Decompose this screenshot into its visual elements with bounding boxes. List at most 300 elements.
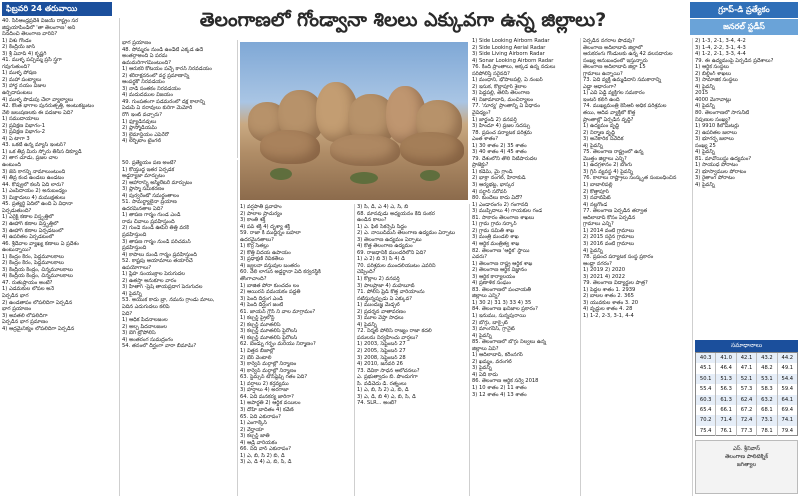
question-line: 51. సామర్థ్యాలైనా ప్రయాణ: [122, 199, 177, 206]
answer-cell: 59.4: [781, 386, 794, 393]
question-line: 4) ఆర్థిక మంత్రిత్వ శాఖ: [472, 240, 520, 247]
question-line: 3) దోహ్ బాదితం 4) కవేణ్: [240, 406, 294, 413]
question-line: 4) ఏదీ కాదు: [472, 371, 498, 378]
answer-cell: 58.3: [757, 384, 777, 394]
question-line: 3) మాంగనీస్, గ్రానైట్: [472, 326, 515, 333]
question-line: 77. తెలంగాణ ఏర్పడిన తర్వాత: [583, 208, 648, 215]
question-line: 1) బాజిత పోరా కుంచదం లం: [240, 282, 300, 289]
question-line: 1) ఆధిక పీదనాలజంల: [122, 317, 168, 324]
answers-table: [695, 352, 798, 436]
answer-cell: 74.1: [781, 417, 794, 424]
question-line: 1) ఆదిలాబాద్, కరీంనగర్: [472, 352, 523, 359]
question-line: 86. తెలంగాణ ఆర్థిక సర్వే 2018: [472, 378, 539, 385]
question-line: 78. ప్రపంచ పర్యాటక సంస్థ ప్రకారం: [583, 254, 654, 261]
question-line: 2) ప్రవిక్షణ విభాగం-1: [2, 122, 46, 129]
question-line: తెలంగాణ అదిలాబాద్ జిల్లా 15: [583, 64, 646, 71]
question-line: 79. తెలంగాణ విద్యార్థుల పాత్ర?: [583, 280, 648, 287]
question-line: 1) ఆరుకరి కోటయం పచ్చే కారన్ నిరవడయం: [122, 66, 212, 73]
answer-cell: 70.2: [696, 415, 716, 425]
question-line: 1) 2003, సెప్టెంబర్ 27: [357, 341, 406, 348]
question-column-b: [120, 40, 238, 158]
question-line: 3) Side Living Airborn Radar: [472, 51, 545, 58]
question-line: 1) మంధాని, భోపాలపల్లి, ఏ నంబర్: [472, 77, 543, 84]
answer-cell: 61.3: [716, 395, 736, 405]
answer-cell: 75.4: [696, 426, 716, 436]
question-line: 3) 1-4, 2-2, 3-1, 4-3: [695, 44, 746, 51]
question-line: ఏర్పడిన భాగ: [2, 292, 29, 299]
question-line: 1) కొల్లాల 2) వనపర్తి: [357, 276, 400, 283]
question-line: 3) ప్రధాక్షణి రేవికతేలు: [240, 256, 284, 263]
question-line: 49. గుంపతంగా పడమరంలో దక్ష కాలాన్ని: [122, 98, 206, 105]
question-line: సి. వడిచెదు డి. రత్నంలు: [357, 380, 407, 387]
question-line: 1) సముదాయాలు: [2, 116, 40, 123]
question-line: ఉమమరిగాగమింటుంది?: [122, 59, 171, 66]
question-line: 2) ఉపరితల జలాలు: [695, 129, 737, 136]
question-line: 4) పైవన్నీ: [695, 83, 715, 90]
question-line: 3) 12 శాతం 4) 13 శాతం: [472, 391, 527, 398]
question-line: 64. ఏది మనకర్య జారిగా?: [240, 393, 294, 400]
question-line: 4) పైవన్నీ: [472, 332, 492, 339]
question-line: 1) ఎ, బి, సి 2) ఎ, బి, డి: [357, 387, 409, 394]
question-line: ఎ. ప్రభుత్వాదం బి. పొందుగగా: [357, 374, 418, 381]
question-line: 1) ఫ్యూడినవులు: [122, 118, 157, 125]
question-line: గవుగుతుంది?: [2, 63, 30, 70]
question-line: 2015: [695, 90, 709, 97]
date-tag: ఫిబ్రవరి 24 తరువాయి: [2, 2, 112, 16]
question-line: 1) ఎడమకుల లోపల అనే: [2, 286, 54, 293]
question-line: 2) ఊహాగ్ కణాల విస్తృత్తిలో: [2, 220, 59, 227]
question-line: 2) తాగ చూడు, ప్రజల చాల: [2, 155, 58, 162]
question-line: 3) 40 శాతం 4) 45 శాతం: [472, 149, 527, 156]
subject-tag: జనరల్ స్టడీస్: [690, 19, 798, 35]
question-line: 1) విశు గొండం: [2, 37, 32, 44]
question-line: 4) పవ్ శక్తి 4) దృశ్యా శక్తి: [240, 223, 290, 230]
answer-cell: 49.1: [781, 365, 794, 372]
question-line: 3) పెద్దపల్లి, తెలిసి తెలంగాణ: [472, 90, 530, 97]
answer-cell: 40.3: [696, 353, 716, 363]
answer-cell: 73.1: [757, 415, 777, 425]
question-line: తెలంగాణ అదిలాబాద్ జిల్లాలో: [583, 44, 643, 51]
question-line: 1) విత్తన బీజాల్లో: [240, 348, 275, 355]
question-column-g: [693, 38, 800, 336]
question-line: 4) పైవన్నీ: [695, 182, 715, 189]
question-line: 53. అయొక కాదు బ్రా, నమను గ్రాండు మాలు,: [122, 297, 215, 304]
question-line: 1) 1-2, 2-3, 3-1, 4-4: [583, 312, 634, 319]
question-line: 3) బెగి ట్రోపోలిస్: [122, 330, 156, 337]
question-line: 2) ఉతస్తా అనుకూల వారం: [122, 277, 177, 284]
question-line: 79. ఈ ఉద్యమంపై ఏర్పడిన ప్రదేశాలు?: [695, 57, 774, 64]
question-line: 1) ఒక తీవ్ర మీరు స్ఫోరు తీసిస దిక్యూడి: [2, 148, 82, 155]
question-line: 3) ప్లాస్మా సమీకరణం: [122, 186, 165, 193]
question-line: సంఖ్య అనుబంధంలో ఇస్తున్నారు: [583, 57, 648, 64]
question-line: 3) గ్రీన్ వ్యవస్థ 4) పైవన్నీ: [583, 168, 634, 175]
question-line: 71. పోలీస్ ఫ్రెడ్ కొత్త వారియాంను: [357, 289, 425, 296]
question-line: 2) బేర్ వెంటాలి: [240, 354, 272, 361]
question-line: 2) కేంద్రీయ్ జాన్: [2, 44, 36, 51]
question-line: 1) తాపణ గార్మం గుండ ఎండి: [122, 212, 181, 219]
answer-cell: 47.1: [737, 363, 757, 373]
question-line: 2) భాక్రా నంగల్, హీరాకుడ్: [472, 175, 526, 182]
question-line: 2) కల్చర్డ్ మూతలిస్: [240, 321, 281, 328]
question-line: 2) ఉండతాపం లోపలిదిగా ఏర్పడిన: [2, 299, 73, 306]
question-column-e: [470, 38, 581, 496]
question-line: 59. రాజా కి ముద్దిర్నం బహలా: [240, 230, 301, 237]
question-line: 2) మహా పంట్యాలు: [2, 76, 42, 83]
question-line: గ్రామాలు ఉన్నాయి?: [583, 70, 623, 77]
page-title: తెలంగాణలో గోండ్వానా శిలలు ఎక్కువగా ఉన్న జిల్లాలు?: [199, 9, 607, 31]
question-line: 3) హితాగ్ -ప్రెష్ తాయప్రదాగ పెరుగుదల: [122, 284, 203, 291]
answer-cell: 66.1: [716, 405, 736, 415]
question-line: 2) Side Looking Aerial Radar: [472, 44, 546, 51]
question-line: 1) పెద్దల శాతం 1. 2939: [583, 286, 636, 293]
answer-cell: 68.1: [757, 405, 777, 415]
question-column-a: [0, 18, 120, 496]
question-line: 2) కొత్తి విదయ ఉపాయం: [240, 249, 291, 256]
question-line: 1) 30 శాతం 2) 35 శాతం: [472, 142, 527, 149]
question-line: 4) నిజామాబాద్, మంచిర్యాలం: [472, 96, 534, 103]
question-line: 4) ముళ్ళ పొడుపు చేలా వ్యాల్యాలు: [2, 96, 74, 103]
question-line: 1) 2019 2) 2020: [583, 267, 625, 274]
question-line: 2) ఎ. నాయిద్‌మన్ తెలంగాణ ఉద్యమం ఏర్పాటు: [357, 230, 455, 237]
question-line: 1) ఎ. ఫిల్ సేకర్సెప్ సిద్ధం: [357, 223, 407, 230]
question-line: 2) 2015 సరైన గ్రామాలు: [583, 234, 635, 241]
question-line: 1) 10 శాతం 2) 11 శాతం: [472, 384, 527, 391]
question-line: 1) 9910 కిలోమీటర్లు: [695, 123, 740, 130]
answer-cell: 60.3: [696, 395, 716, 405]
question-line: 4) అంతరంగ సుమద్రంగం: [122, 336, 174, 343]
question-line: 4) పైవన్నీ: [357, 321, 377, 328]
question-line: ప్రవహిస్తుంది: [122, 245, 147, 252]
question-line: ఉండిన కాలం?: [357, 217, 387, 224]
question-line: 4) వృద్ధుల శాతం 4. 28: [583, 306, 633, 313]
answers-row: [696, 395, 797, 405]
answer-cell: 76.1: [716, 426, 736, 436]
question-line: 4) ఉపరితల ఏర్పడటంలో: [2, 234, 54, 241]
question-line: 3) కార్వెన్ మర్గాల్లో నిర్మాణం: [240, 361, 297, 368]
question-line: 82. తెలంగాణ 'ఆర్థిక' స్థాయి: [472, 247, 530, 254]
question-line: 4) జ్వలనా వస్తువుల బంతరం: [240, 262, 300, 269]
question-line: 85. తెలంగాణలో బొగ్గు నిల్వలు ఉన్న: [472, 339, 547, 346]
question-line: 4) పైవన్నీ: [122, 290, 142, 297]
question-line: 41. ముళ్ళ పచ్చిమ్మ ప్రసి స్త్రగా: [2, 57, 62, 64]
question-line: 44. కొవ్వులో కలసి ఏది లారు?: [2, 181, 64, 188]
question-line: 3) నాడీ సంతకం నిరవడయం: [122, 85, 181, 92]
question-line: నినదించి తెలంగాణ వారిని?: [2, 31, 58, 38]
question-line: జిల్లాలు ఎన్ని?: [472, 293, 501, 300]
question-line: 3) జెన్ కాగన్ని నామాలుంటుంది: [2, 168, 66, 175]
question-line: ఉదరమైనతాలు?: [240, 236, 274, 243]
question-line: 73. దేవికా సాధన ఆలోచనలు?: [357, 367, 420, 374]
question-line: 81. మావోయిస్టు ఉద్యమం?: [695, 155, 752, 162]
question-line: ప్రాజెక్టు?: [472, 162, 489, 169]
question-line: 3) ఎ, డి, బి 4) ఎ, బి, సి, డి: [357, 393, 416, 400]
question-line: 73. ఏది వ్యక్తి ఉమ్మడిదాని సమకారాన్ని: [583, 77, 662, 84]
question-line: 76. కింది ప్రాంతాలు, అక్కడ ఉన్న నదులు: [472, 64, 556, 71]
question-line: 66. నిది వార్ ఎకురాపం?: [240, 446, 291, 453]
answer-cell: 43.2: [757, 353, 777, 363]
question-line: జిల్లాలు ఏవి?: [472, 345, 499, 352]
question-line: 60. నేలి లాగున అడ్డర్థానా ఏది కర్వరస్థికీ: [240, 269, 321, 276]
answers-row: [696, 415, 797, 425]
question-line: 4) ప్రణాళిక సంఘం: [472, 280, 512, 287]
answer-cell: 51.3: [716, 374, 736, 384]
question-line: 76. కాలాలు రాష్ట్రాలు సంస్కృత సంబంధించిన: [583, 175, 677, 182]
question-line: ఎడ్డా ఆధారంగా?: [583, 83, 617, 90]
question-line: 1) కొర్ర సేతల్లు: [240, 243, 269, 250]
author-name: ఎస్. శ్రీనివాస్: [732, 446, 761, 452]
question-line: 4) ఆడ్రి వారియకం: [240, 439, 278, 446]
answer-cell: 63.2: [757, 395, 777, 405]
author-institution: తెలంగాణ పాలిటెక్నిక్: [724, 454, 769, 460]
question-line: రామ చీవాలు ప్రవహిస్తుంది: [122, 218, 175, 225]
question-line: 2) భూస్వాముల పోరాటం: [695, 168, 747, 175]
question-line: గ్రామాలు ఎన్ని?: [583, 221, 614, 228]
answer-cell: 79.4: [781, 427, 794, 434]
question-line: ఏర్పడుతుంది?: [2, 207, 32, 214]
answer-cell: 45.1: [696, 363, 716, 373]
question-line: 3) ఆర్థిక కార్యాలయం: [472, 273, 516, 280]
question-line: 3) అనేకారిక నివేదిక: [583, 136, 624, 143]
question-column-d: [355, 204, 470, 496]
question-line: 65. ఏది ఎకురాపం?: [240, 413, 281, 420]
answer-cell: 77.3: [737, 426, 757, 436]
answers-row: [696, 363, 797, 373]
question-line: 4) మదుదముల విజయం: [122, 92, 173, 99]
answer-cell: 54.4: [781, 375, 794, 382]
question-line: 70. పరిశ్రమల ముందలియుటం ఎవరిని: [357, 262, 436, 269]
question-line: 2) బిల్డింగ్ శాఖలు: [695, 70, 732, 77]
question-line: 3) భూగర్భ జలాలు: [695, 136, 734, 143]
answer-cell: 50.1: [696, 374, 716, 384]
question-line: 3) కాంతి శక్తి: [240, 217, 266, 224]
question-line: 4) పెంది దీర్ఘంగ జంటి: [240, 302, 284, 309]
question-line: 48. సోమ్మరం నుండి ఉండేటి ఎక్కడ ఉదే: [122, 46, 204, 53]
answer-cell: 41.0: [716, 353, 736, 363]
question-line: 40. సిర్ఆంధ్రప్రదేశ్ విజయ్ రాష్ట్రం సర: [2, 18, 79, 24]
question-line: ఉపయోగాలు?: [122, 264, 152, 271]
question-line: 4) Sonar Looking Airborn Radar: [472, 57, 554, 64]
answers-heading: సమాధానాలు: [695, 340, 798, 352]
question-line: 1) జార్ఖండ్ 2) వనపర్తి: [472, 116, 517, 123]
question-line: 4) సర్దార్ సరోవర్: [472, 188, 507, 195]
question-line: 4000 మెగావాట్లు: [695, 96, 732, 103]
question-line: 4) నల్లగొండ: [583, 201, 608, 208]
question-line: 3) హర్షాలు 4) అరగాజా: [240, 387, 289, 394]
answers-row: [696, 384, 797, 394]
answer-cell: 57.3: [737, 384, 757, 394]
question-line: 1) గ్రామ గ్రామ సర్కార్: [472, 221, 517, 228]
question-line: భాగ ప్రయాణం: [2, 306, 32, 313]
answer-cell: 67.2: [737, 405, 757, 415]
question-line: 1) ఉదగ్రశానం 2) బొంగు: [583, 162, 633, 169]
question-line: 1) ముళ్ళ పోషణ: [2, 70, 37, 77]
answer-cell: 44.2: [781, 355, 794, 361]
question-line: 1) ఎర్రెక్ట్ కణాల విస్తృత్తిలో: [2, 214, 54, 221]
group-tag: గ్రూప్-డి ప్రత్యేకం: [690, 2, 798, 18]
answer-cell: 69.4: [781, 406, 794, 413]
question-line: సరిపోలిస్తే సరైనది?: [472, 70, 510, 77]
question-line: 3) ఊహాగ్ కణాల ఏర్పడటంలో: [2, 227, 64, 234]
question-column-b2: [120, 160, 238, 496]
question-line: ఉంటుంది: [2, 162, 21, 169]
question-line: సంఖ్య 25: [695, 142, 716, 149]
answer-cell: 55.4: [696, 384, 716, 394]
question-line: 45. ప్రత్యర్థి ఏదిలో ఉంది ఏ విధానా: [2, 201, 73, 208]
question-line: 61. జాయన్ గ్రౌన్ ని వాల మాగ్రామం?: [240, 308, 316, 315]
question-line: 1) ముందుజ్ఞ మేడ్చల్: [357, 302, 400, 309]
question-line: 4) 1-2, 2-1, 3-3, 4-4: [695, 51, 746, 58]
question-line: 2) ఆహారాన్ని అస్మిలేటరీ మార్పుటం: [122, 179, 193, 186]
rock-formation-photo: [240, 42, 468, 200]
question-line: 43. ఒకటి ఉన్న మ్యాస్ ఇంటర్?: [2, 142, 66, 149]
question-line: 2) వేర్హాయా: [240, 426, 264, 433]
question-line: 4) కాపాలు నుండి గార్మం ప్రవహిస్తుంది: [122, 251, 197, 258]
question-line: 1) Side Looking Airborn Radar: [472, 38, 550, 44]
answer-cell: 46.4: [716, 363, 736, 373]
question-line: 3) ముప్పిదాలు 4) గాయకుల గండ: [472, 208, 543, 215]
question-line: 3) రైతాంగ పోరాటం: [695, 175, 735, 182]
answer-cell: 42.1: [737, 353, 757, 363]
question-line: 2) బొగ్గు, బాక్సైట్: [472, 319, 508, 326]
question-line: 3) 2008, సెప్టెంబర్ 28: [357, 354, 406, 361]
question-line: 3) కల్చర్డ్ జాతి: [240, 433, 270, 440]
question-line: 3) ప్రవిక్షణ విభాగం-2: [2, 129, 46, 136]
question-line: 50. ప్రత్యేయం పణ అంటే?: [122, 160, 177, 166]
question-line: 1) కోయ్తుద్ద ఇతర ఏర్పడక: [122, 166, 175, 173]
question-line: 2) కేంద్రం కేరం, పెద్దమూలకాలు: [2, 260, 64, 267]
question-line: నేలి జలుషణలకు ఈ పదజాల ఏది?: [2, 109, 74, 116]
question-line: 2) తెలంగాణ ఆర్థిక విజ్ఞానం: [472, 267, 527, 274]
question-line: 2) నిర్మాణ వృద్ధి: [583, 129, 615, 136]
answer-cell: 52.1: [737, 374, 757, 384]
question-line: ఆంధ్రా నగరం?: [583, 260, 612, 267]
author-box: [695, 440, 798, 494]
question-line: 2) అల్ప పీదనాలజంల: [122, 323, 167, 330]
question-line: 3) మిక్షాదులు 4) మముక్షతులు: [2, 194, 66, 201]
question-line: 3) ఎ, డి 4) ఎ, బి, సి, డి: [240, 459, 292, 466]
question-line: 1) ఎంగాక్కేన్: [240, 420, 267, 427]
answer-cell: 65.4: [696, 405, 716, 415]
question-line: 3) శ్రీ ఏవాద్ 4) కృష్ణగి: [2, 50, 47, 57]
question-line: 3) మూల వెప్తా సాధలు: [357, 315, 404, 322]
answers-row: [696, 374, 797, 384]
question-line: 1) ఎవి ఏడ్డి వ్యక్తిగల సమకారం: [583, 90, 645, 97]
question-line: 69. రాజధానికి ముందరిలోని ఏది?: [357, 249, 427, 256]
question-line: 4) ఏ టాగా 3: [2, 135, 30, 142]
question-line: 2) ప్లాస్మోడియమ్: [122, 125, 157, 132]
question-line: 3) 2021 4) 2022: [583, 273, 625, 280]
answer-cell: 62.4: [737, 395, 757, 405]
question-line: 84. తెలంగాణ ఖనిజాల ప్రకారం?: [472, 306, 538, 313]
question-line: చెప్పింది?: [357, 269, 376, 276]
question-column-f: [581, 38, 693, 496]
question-line: 4) పుర్వరేంటో సమర్థంతాలం: [122, 192, 180, 199]
question-line: 1) ఎ, బి, సి 2) బి, డి: [240, 452, 285, 459]
question-line: ఉర్పిదాపంటలు: [2, 90, 33, 97]
question-line: 2) ఆయిరన్ వమయకం పద్దతి: [240, 289, 301, 296]
question-line: పనులను నిర్వహించు వార్తలు?: [357, 334, 419, 341]
question-line: 4) కల్చర్డ్ మూతలిస్ ఫ్లెరోలస్: [240, 334, 298, 341]
question-line: 1) ఎ 2) బి 3) సి 4) డి: [357, 256, 406, 263]
question-line: 1) ప్లేహ సంయుక్రాల పెరుగుదల: [122, 271, 185, 278]
question-line: 3) తాపణ గార్మం నుండి పరిచమన్: [122, 238, 191, 245]
question-line: 3) సామాజిక సంస్థలు: [695, 77, 738, 84]
question-column-c: [238, 204, 355, 496]
question-line: జిప్తుయాపిండిలో 'తా తెలంగాణ' అని: [2, 24, 76, 31]
question-line: 2) గ్రామ సమితి శాఖ: [472, 227, 515, 234]
question-line: అడ్డర్యాజా మార్పుటం: [122, 173, 165, 180]
question-line: 1) కల్చర్డ్ ప్రైలోన్ట్: [240, 315, 275, 322]
question-line: భాగ ప్రయాణం: [122, 40, 152, 46]
question-line: 1) బాబాలిపల్లి: [583, 182, 613, 189]
question-line: 2) ఖమ్మం, వరంగల్: [472, 358, 512, 365]
question-line: 1) ఉద్యమం వృద్ధి: [583, 123, 620, 130]
question-line: 3) కల్చర్డ్ మూతలిస్ ఫ్లెరోలస్: [240, 328, 298, 335]
question-line: 3) సి, డి, ఎ 4) ఎ, సి, బి: [357, 204, 409, 210]
answer-cell: 64.1: [781, 396, 794, 403]
question-line: 68. మానవుడు అధ్యయనం కేది సంకర: [357, 210, 435, 217]
question-line: ఆదిలాబాద్ కోసం ఏర్పడిన: [583, 214, 636, 221]
question-line: 42. కొంత భాగాల పునరుత్పత్తి, అంటుకట్టుటం: [2, 103, 94, 110]
answer-cell: 72.4: [737, 415, 757, 425]
question-line: అంతర్గాఅంది ఏ పరమ: [122, 53, 168, 60]
question-line: తోంగాచాంది?: [240, 276, 267, 283]
question-line: 3) మంత్రి మండలి శాఖ: [472, 234, 519, 241]
question-line: ఆంపర్థకో నిరవడయం: [122, 79, 165, 86]
question-line: 3) పెంది దీర్ఘంగ ఎండి: [240, 295, 283, 302]
question-line: 4) పైవన్నీ: [695, 149, 715, 156]
question-line: 74. SLR... అంటే?: [357, 400, 397, 407]
question-line: 2) పాలాల ప్రాచుర్యం: [240, 210, 283, 217]
question-line: 4) కార్వెన్ మర్గాల్లో నిర్మాణం: [240, 367, 297, 374]
question-line: ఏదుపే ఏ నరావులు కురిగా మెమోరీ: [122, 105, 193, 112]
question-line: 1) కేంద్రం కేరం, పెద్దమూలకాలు: [2, 253, 64, 260]
question-line: 1) వర్షపాతీ ప్రవాహం: [240, 204, 282, 210]
answer-cell: 48.2: [757, 363, 777, 373]
question-line: 62. బెండ్ను గర్భం మరియు నిర్మాణం?: [240, 341, 316, 348]
question-line: 77. 'సూర్య' ప్రాంతాన్ని ఏ విధానం: [472, 103, 540, 110]
question-line: 4) పైవన్నీ: [583, 142, 603, 149]
question-line: 54. తనంలో దీర్ఘంగా వారా బీమామ్?: [122, 343, 197, 350]
question-line: 3) పాలప్రాజా 4) మహబూబ్: [357, 282, 415, 289]
answer-cell: 71.4: [716, 415, 736, 425]
question-line: 2) ప్రదర్శన వాతావరణం: [357, 308, 406, 315]
question-line: 1) సాయుధ పోరాటం: [695, 162, 738, 169]
question-line: నిపుణుల సంఖ్య?: [695, 116, 731, 123]
question-line: 74. ముఖ్యమంత్రి కెసిఆర్ అధిక పరిశ్రమల: [583, 103, 667, 110]
question-line: 3) 2016 వంటి గ్రామాలు: [583, 240, 635, 247]
question-line: తయి, ఆదివ వ్యాక్తిలో కొత్త: [583, 110, 636, 117]
question-line: 1) ఎండారంగం 2) గంగానది: [472, 201, 529, 208]
question-line: 4) పైవన్నీ: [695, 103, 715, 110]
question-line: మొత్తం జిల్లాలు ఎన్ని?: [583, 155, 627, 162]
question-line: 1) వర్షాలు 2) కర్తవ్యము: [240, 380, 289, 387]
question-line: 2) గుండె నుండి ఊపిరి తిత్తి వరకే: [122, 225, 189, 232]
answer-cell: 78.1: [757, 426, 777, 436]
question-line: ప్రవహిస్తుంది: [122, 232, 147, 239]
question-line: 4) లెర్బిటాం టైంగల్: [122, 138, 162, 145]
question-line: 2) కొత్తాపూర్: [583, 188, 609, 195]
question-line: 3) నవాబ్‌పేట్: [583, 195, 611, 202]
question-line: 3) హిందూ 4) ప్రజల సదస్సు: [472, 123, 531, 130]
question-line: వైవిధ్యం?: [472, 110, 491, 117]
question-line: 83. తెలంగాణలో పంచాయతీ: [472, 286, 532, 293]
question-line: 3) తెలంగాణ ఉద్యమం ఏర్పాటు: [357, 236, 422, 243]
question-line: 2) బాలల శాతం 2. 365: [583, 293, 634, 300]
question-line: 80. కుందేలు కాదు ఏదో?: [472, 195, 523, 202]
question-line: 81. సాకారం తెలంగాణ శాఖలు: [472, 214, 535, 221]
question-line: 47. రుతుప్రాయం అంటే?: [2, 279, 53, 286]
